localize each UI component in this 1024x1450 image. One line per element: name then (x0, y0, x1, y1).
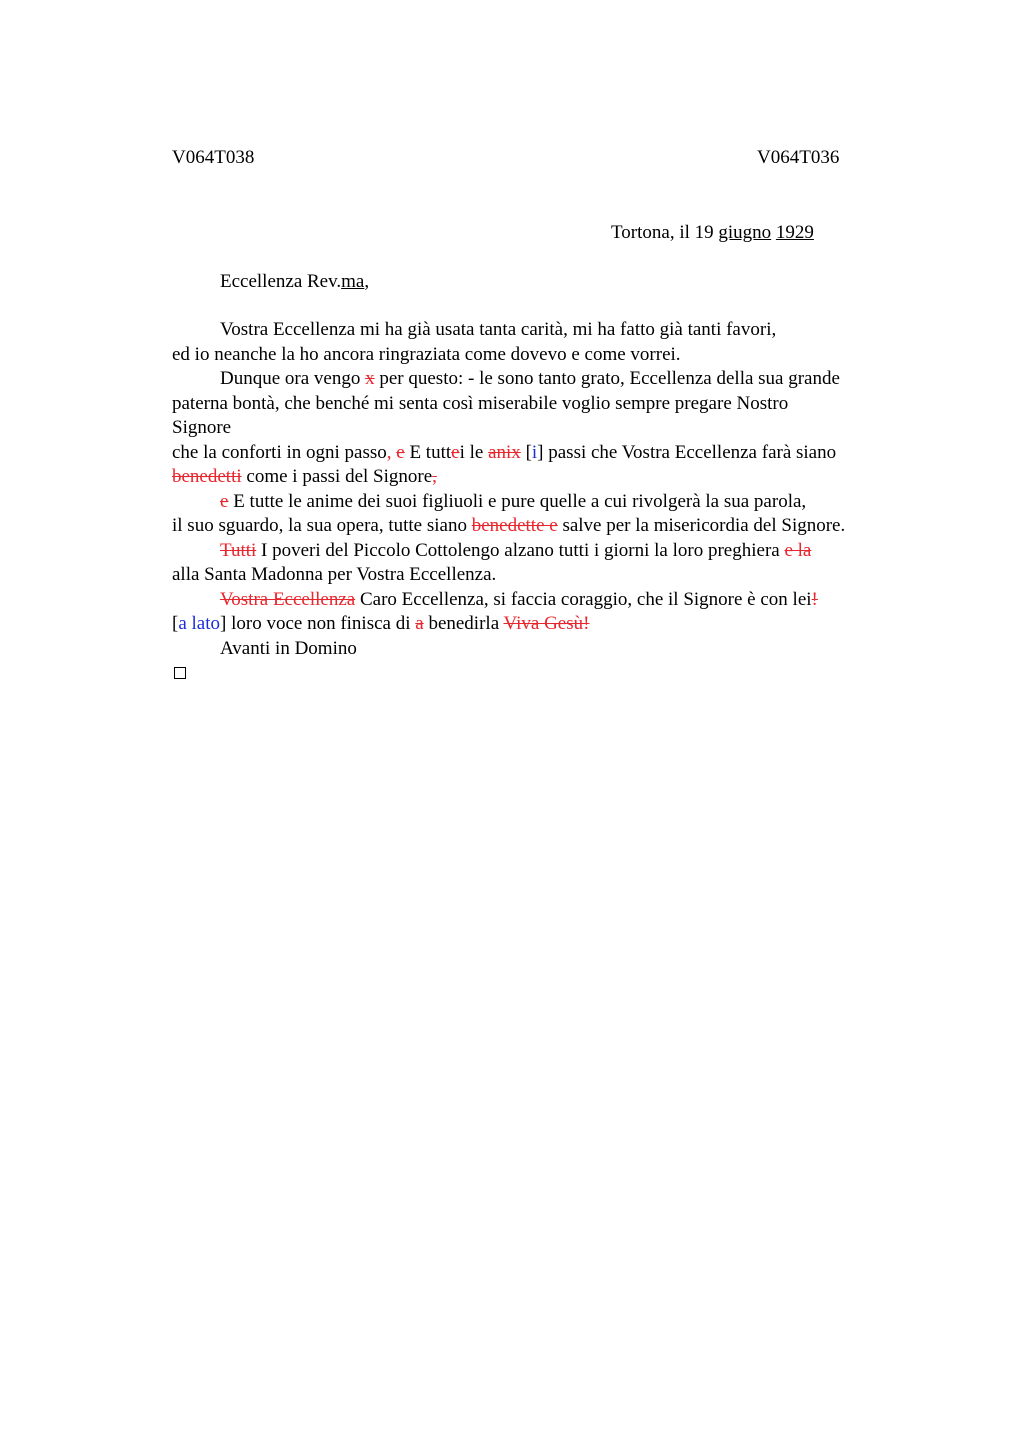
deletion-mark: e (451, 441, 460, 463)
letter-date (611, 221, 814, 245)
date-prefix: Tortona, il 19 (611, 222, 719, 243)
text-run: che la conforti in ogni passo (172, 441, 387, 463)
text-run: come i passi del Signore (241, 466, 433, 487)
text-run: E tutt (404, 441, 452, 463)
salutation-abbrev: ma (341, 271, 365, 292)
deletion-mark: e la (784, 539, 812, 561)
body-line-1 (172, 318, 912, 343)
salutation-comma: , (364, 271, 370, 292)
body-line-12 (172, 588, 912, 613)
deletion-mark: Vostra Eccellenza (220, 588, 356, 610)
text-run: Vostra Eccellenza mi ha già usata tanta carità, mi ha fatto già tanti favori, (220, 319, 777, 340)
deletion-mark: benedette e (471, 515, 558, 536)
deletion-mark: anix (488, 441, 521, 463)
end-of-text-box-icon (174, 667, 186, 679)
body-line-2 (172, 343, 912, 368)
deletion-mark: benedetti (172, 466, 242, 487)
deletion-mark: a (415, 613, 424, 634)
deletion-mark: , (386, 441, 392, 463)
text-run: salve per la misericordia del Signore. (557, 515, 846, 536)
text-run: i le (459, 441, 489, 463)
text-run: Signore (172, 417, 232, 438)
text-run: [ (172, 613, 179, 634)
text-run: E tutte le anime dei suoi figliuoli e pure quelle a cui rivolgerà la sua parola, (228, 490, 807, 512)
body-line-11 (172, 563, 912, 588)
insertion-mark: i (531, 441, 538, 463)
deletion-mark: e (396, 441, 405, 463)
body-line-6 (172, 441, 912, 466)
body-line-13 (172, 612, 912, 637)
document-ref-left: V064T038 (172, 147, 255, 168)
text-run: [ (520, 441, 532, 463)
deletion-mark: Viva Gesù! (503, 613, 590, 634)
salutation (220, 270, 369, 294)
deletion-mark: Tutti (220, 539, 257, 561)
deletion-mark: , (432, 466, 437, 487)
text-run: ] loro voce non finisca di (220, 613, 416, 634)
body-line-14 (172, 637, 912, 662)
body-line-9 (172, 514, 912, 539)
text-run: ed io neanche la ho ancora ringraziata come dovevo e come vorrei. (172, 343, 681, 365)
insertion-mark: a lato (178, 613, 221, 634)
text-run: Caro Eccellenza, si faccia coraggio, che il Signore è con lei (355, 588, 812, 610)
body-line-7 (172, 465, 912, 490)
body-line-4 (172, 392, 912, 417)
letter-body (172, 318, 912, 679)
text-run: alla Santa Madonna per Vostra Eccellenza. (172, 564, 497, 585)
body-line-10 (172, 539, 912, 564)
body-line-8 (172, 490, 912, 515)
body-line-3 (172, 367, 912, 392)
text-run: ] passi che Vostra Eccellenza farà siano (537, 441, 837, 463)
document-ref-right: V064T036 (757, 147, 840, 168)
text-run: benedirla (423, 613, 504, 634)
text-run: il suo sguardo, la sua opera, tutte siano (172, 515, 472, 536)
deletion-mark: e (220, 490, 229, 512)
date-year: 1929 (775, 222, 814, 243)
text-run: Avanti in Domino (220, 637, 357, 659)
text-run: paterna bontà, che benché mi senta così miserabile voglio sempre pregare Nostro (172, 392, 789, 414)
date-month: giugno (718, 222, 772, 243)
text-run: I poveri del Piccolo Cottolengo alzano tutti i giorni la loro preghiera (256, 539, 785, 561)
text-run: Dunque ora vengo (220, 368, 366, 389)
deletion-mark: x (365, 368, 375, 389)
body-line-5 (172, 416, 912, 441)
deletion-mark: ! (811, 588, 818, 610)
salutation-text: Eccellenza Rev. (220, 271, 342, 292)
text-run: per questo: - le sono tanto grato, Eccellenza della sua grande (374, 368, 840, 389)
